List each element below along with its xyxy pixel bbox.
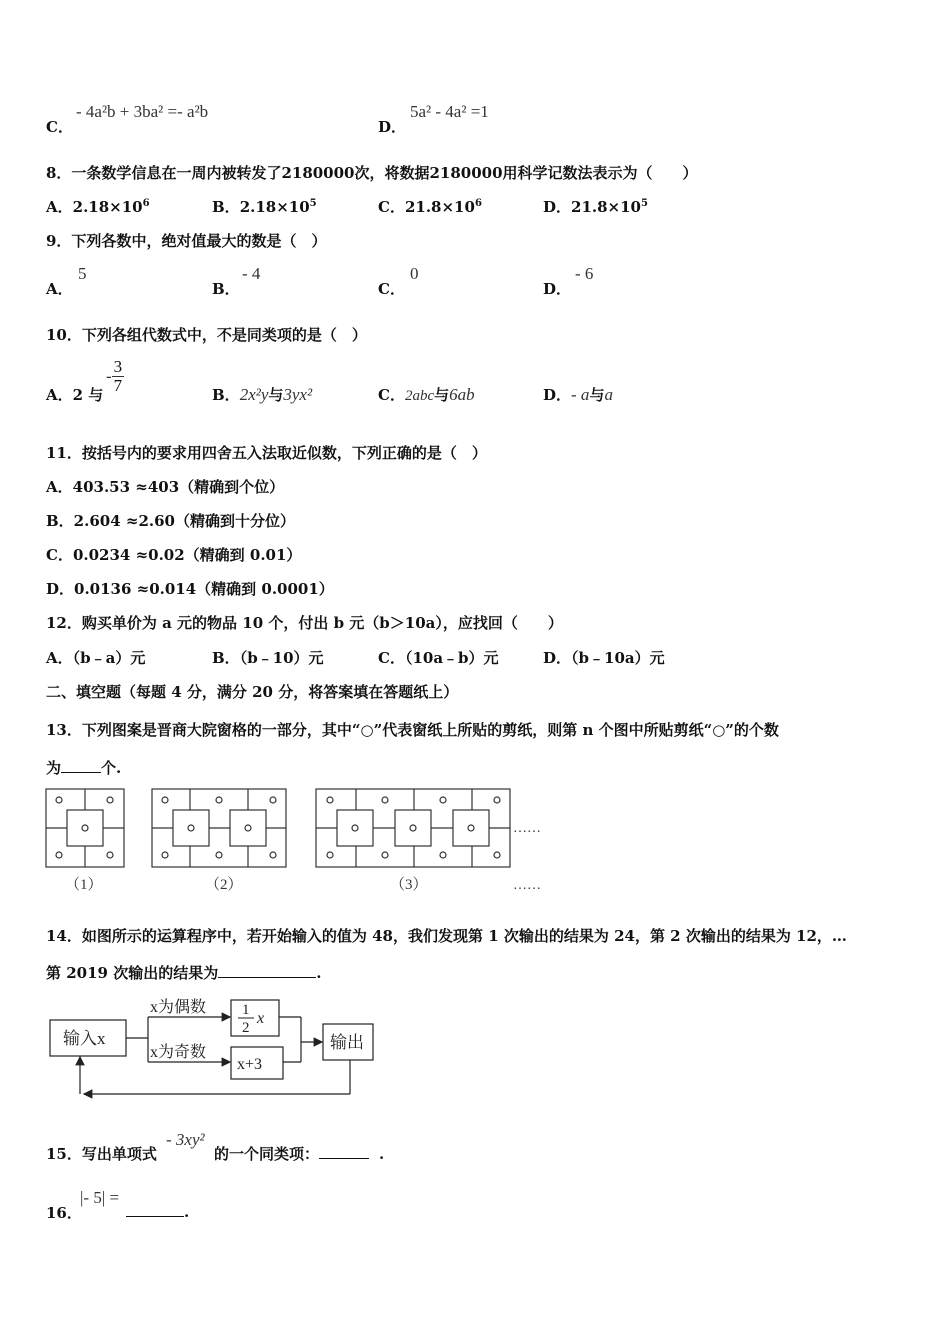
q16-expression: |- 5| =	[80, 1188, 120, 1207]
q13-fig-label-3: （3）	[390, 877, 428, 893]
q14-flowchart	[40, 990, 385, 1105]
q13-ellipsis-labels: ……	[513, 878, 541, 893]
q12-option-d: D．（b﹣10a）元	[543, 649, 665, 667]
q14-answer-blank[interactable]	[218, 963, 316, 978]
q9-option-c-value: 0	[410, 264, 419, 283]
flow-plus3-text: x+3	[237, 1056, 263, 1073]
q13-figure-2	[152, 789, 286, 867]
q12-stem: 12．购买单价为 a 元的物品 10 个，付出 b 元（b＞10a），应找回（ ）	[46, 614, 563, 632]
section-heading: 二、填空题（每题 4 分，满分 20 分，将答案填在答题纸上）	[46, 683, 459, 701]
q9-option-d-value: - 6	[575, 264, 594, 283]
q8-option-a: A．$2.18\times 10^6$	[46, 198, 150, 216]
q13-fig-label-2: （2）	[205, 877, 243, 893]
q13-ellipsis-row: ……	[513, 821, 541, 836]
q11-option-b: B．2.604 ≈2.60（精确到十分位）	[46, 512, 295, 530]
q13-stem-line1: 13．下列图案是晋商大院窗格的一部分，其中“○”代表窗纸上所贴的剪纸，则第 n 个图中所贴剪纸“○”的个数	[46, 721, 779, 739]
q10-option-a: A．2 与	[46, 386, 104, 404]
q16-answer-blank[interactable]	[126, 1202, 184, 1217]
q13-answer-blank[interactable]	[61, 758, 101, 773]
q9-option-d-label: D．	[543, 280, 572, 298]
q10-option-a-fraction: - $\frac{3}{7}$	[106, 357, 123, 395]
q7-option-c-expr: - 4a²b + 3ba² =- a²b	[76, 102, 209, 121]
q11-option-c: C．0.0234 ≈0.02（精确到 0.01）	[46, 546, 302, 564]
flow-odd-text: x为奇数	[150, 1044, 207, 1061]
q15-monomial: - 3xy²	[166, 1130, 205, 1149]
flow-half-den: 2	[242, 1020, 250, 1036]
q9-option-b-value: - 4	[242, 264, 261, 283]
q15-answer-blank[interactable]	[319, 1144, 369, 1159]
q8-option-d: D．$21.8\times 10^5$	[543, 198, 648, 216]
q13-figure-3	[316, 789, 510, 867]
q7-option-d-label: D．	[378, 118, 407, 136]
q12-option-b: B．（b﹣10）元	[212, 649, 324, 667]
flow-output-text: 输出	[330, 1033, 364, 1052]
q11-option-d: D．0.0136 ≈0.014（精确到 0.0001）	[46, 580, 334, 598]
q7-option-c-label: C．	[46, 118, 73, 136]
flow-even-text: x为偶数	[150, 999, 207, 1016]
q11-option-a: A．403.53 ≈403（精确到个位）	[46, 478, 285, 496]
flow-half-var: x	[257, 1010, 265, 1027]
q9-option-a-value: 5	[78, 264, 87, 283]
q9-option-b-label: B．	[212, 280, 240, 298]
q10-option-d: D．- a与a	[543, 385, 613, 404]
q9-option-a-label: A．	[46, 280, 73, 298]
q13-window-figures	[40, 785, 560, 900]
q14-stem-line2: 第 2019 次输出的结果为 .	[46, 964, 322, 982]
q16-number: 16．	[46, 1204, 82, 1222]
flow-input-text: 输入x	[63, 1029, 106, 1048]
q10-option-c: C．2abc与6ab	[378, 385, 475, 404]
q15-stem-post: 的一个同类项： .	[214, 1145, 385, 1163]
q9-stem: 9．下列各数中，绝对值最大的数是（ ）	[46, 232, 327, 250]
q11-stem: 11．按括号内的要求用四舍五入法取近似数，下列正确的是（ ）	[46, 444, 487, 462]
q15-stem: 15．写出单项式	[46, 1145, 157, 1163]
flow-half-num: 1	[242, 1002, 250, 1018]
q12-option-a: A．（b﹣a）元	[46, 649, 146, 667]
q16-answer: .	[126, 1202, 189, 1221]
q10-option-b: B．2x²y与3yx²	[212, 385, 313, 404]
q8-option-b: B．$2.18\times 10^5$	[212, 198, 317, 216]
q13-fig-label-1: （1）	[65, 877, 103, 893]
q14-stem-line1: 14．如图所示的运算程序中，若开始输入的值为 48，我们发现第 1 次输出的结果为 24，第 2 次输出的结果为 12，…	[46, 927, 847, 945]
q13-figure-1	[46, 789, 124, 867]
q10-stem: 10．下列各组代数式中，不是同类项的是（ ）	[46, 326, 367, 344]
q8-stem: 8．一条数学信息在一周内被转发了2180000次，将数据2180000用科学记数法表示为（ ）	[46, 164, 698, 182]
q7-option-d-expr: 5a² - 4a² =1	[410, 102, 489, 121]
q9-option-c-label: C．	[378, 280, 405, 298]
q8-option-c: C．$21.8\times 10^6$	[378, 198, 482, 216]
q13-stem-line2: 为 个.	[46, 759, 122, 777]
q12-option-c: C．（10a﹣b）元	[378, 649, 499, 667]
